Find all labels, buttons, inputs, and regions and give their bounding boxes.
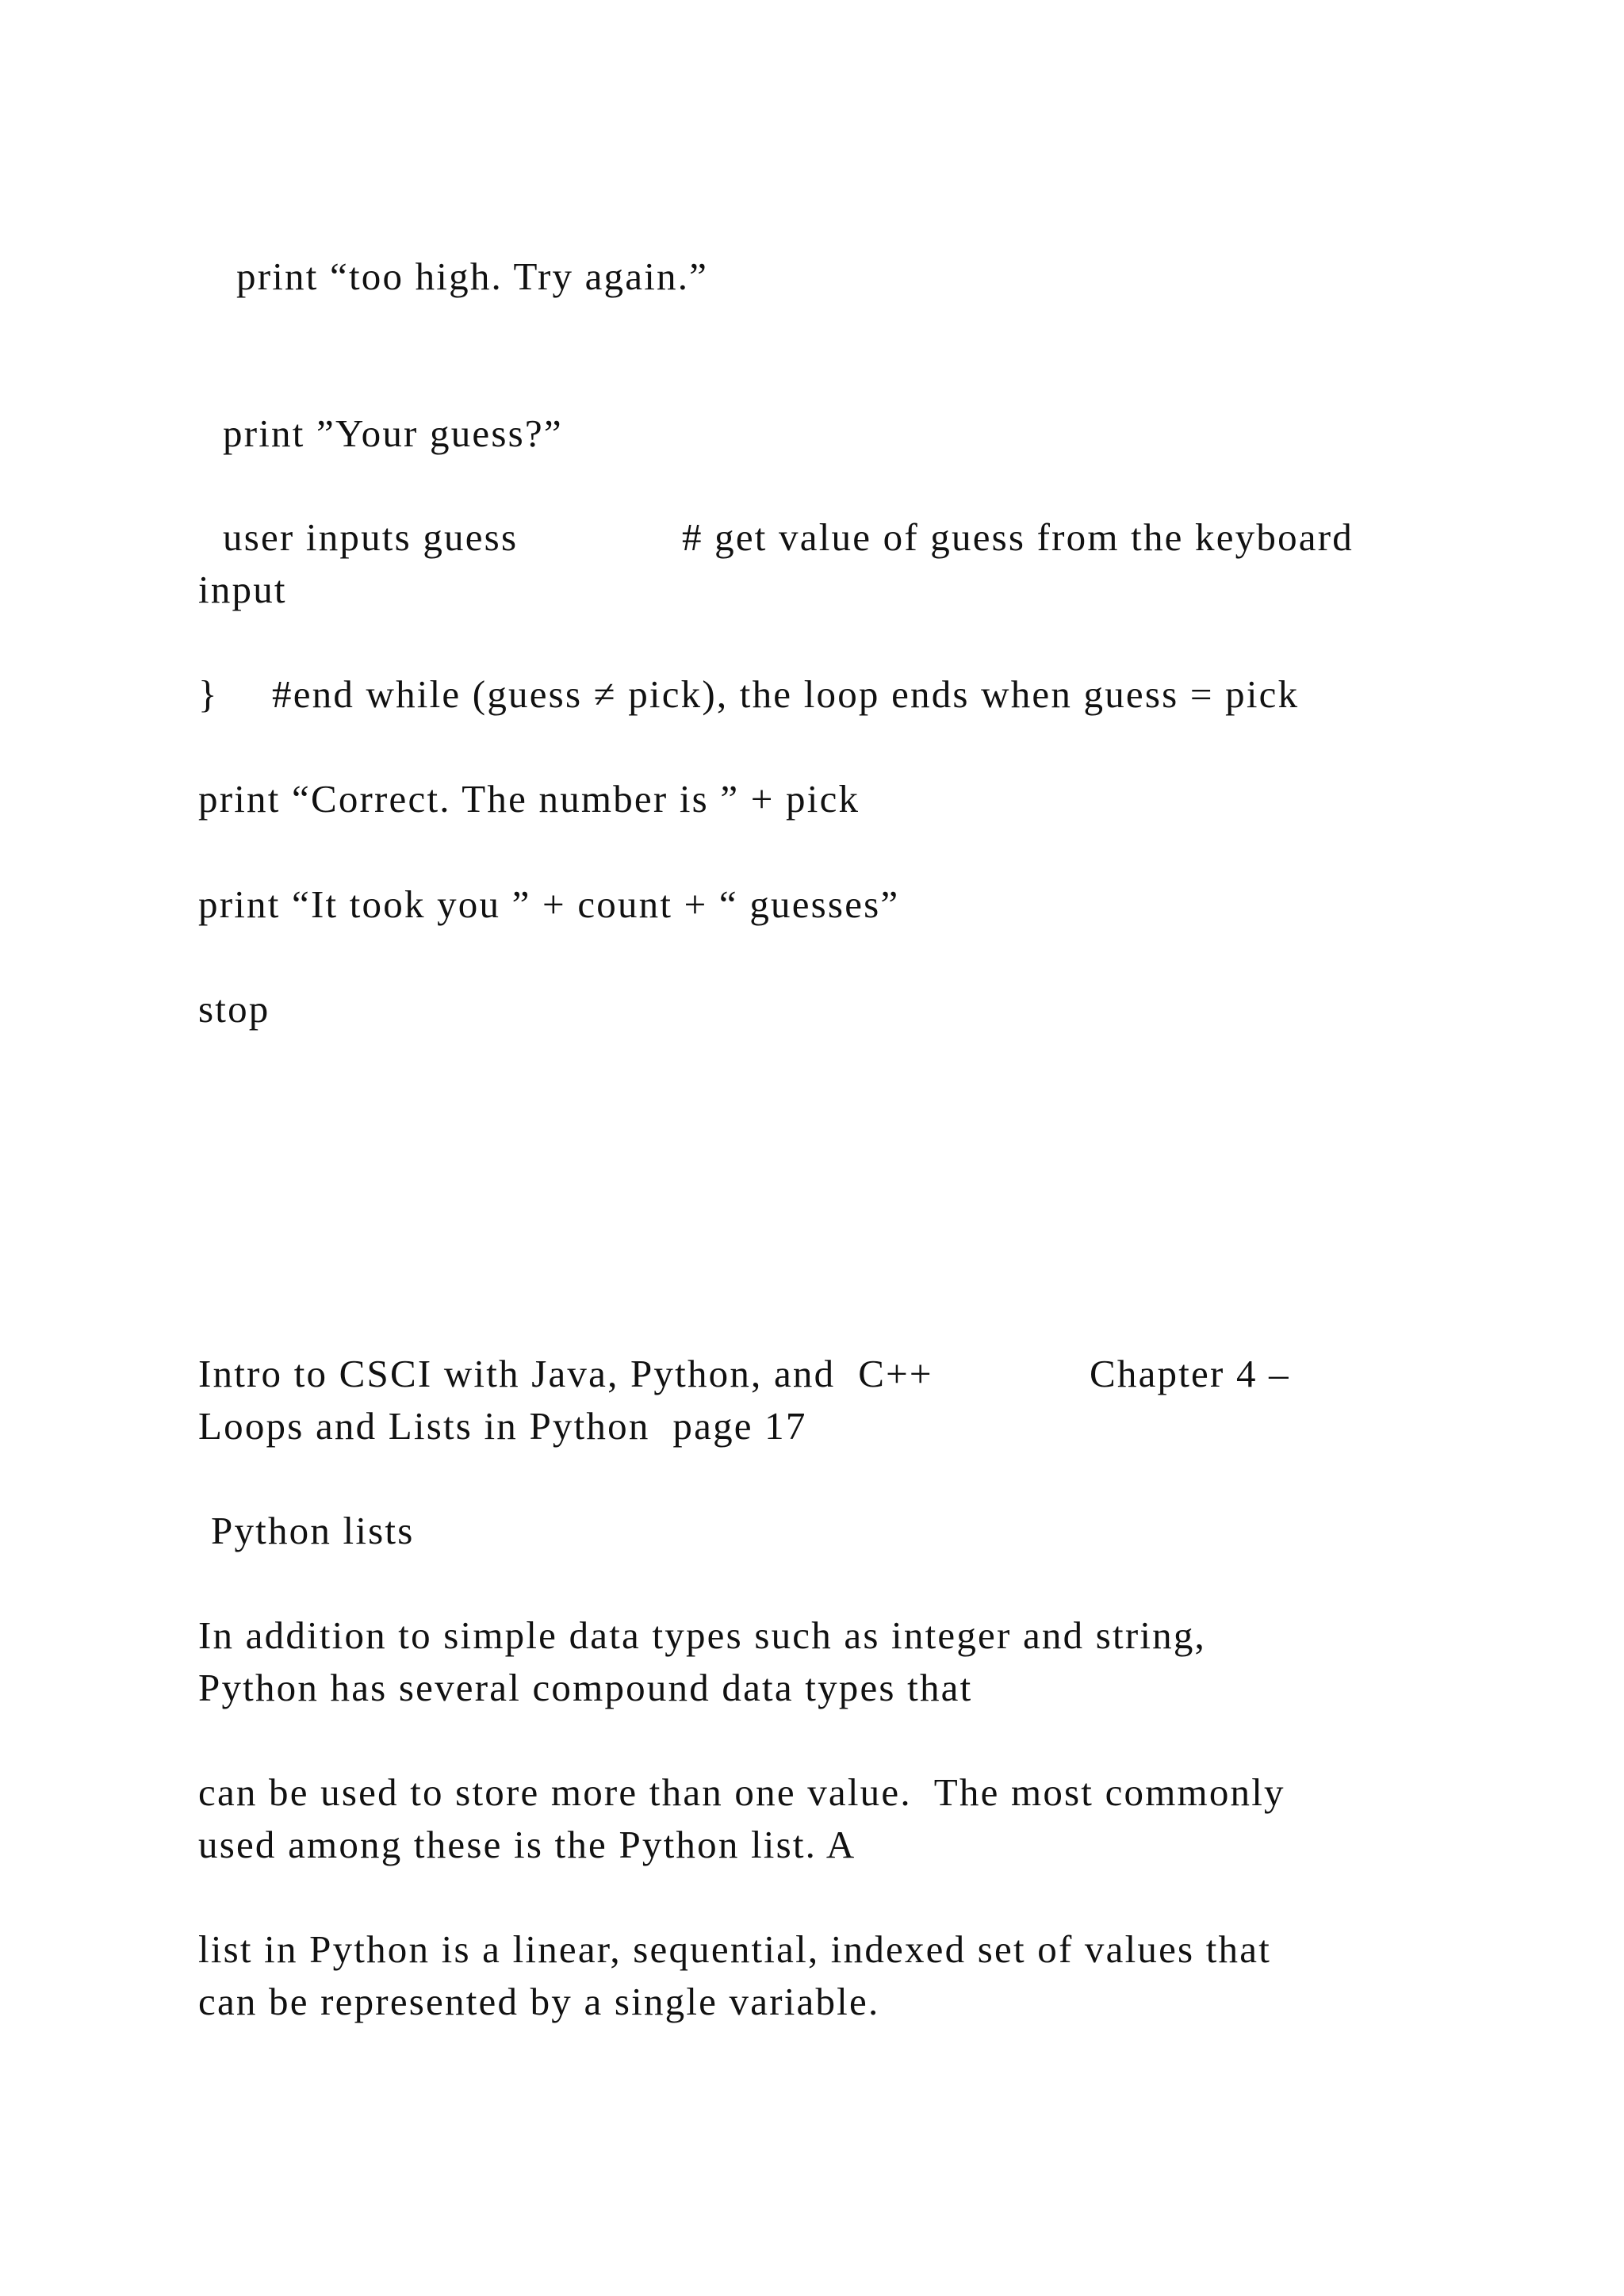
body-line-1: In addition to simple data types such as integer and string, [198, 1613, 1207, 1657]
body-line-2: Python has several compound data types that [198, 1666, 973, 1709]
footer-page: Loops and Lists in Python page 17 [198, 1404, 807, 1448]
body-line-5: list in Python is a linear, sequential, indexed set of values that [198, 1927, 1272, 1971]
footer-left: Intro to CSCI with Java, Python, and C++ [198, 1352, 933, 1395]
code-line-comment: # get value of guess from the keyboard [682, 515, 1354, 559]
code-line-stop: stop [198, 987, 270, 1031]
code-line-end-while: #end while (guess ≠ pick), the loop ends when guess = pick [272, 672, 1300, 716]
code-line-your-guess: print ”Your guess?” [223, 411, 563, 455]
code-line-close-brace: } [198, 672, 219, 716]
body-line-3: can be used to store more than one value. The most commonly [198, 1770, 1285, 1814]
code-line-user-inputs: user inputs guess [223, 515, 519, 559]
body-line-4: used among these is the Python list. A [198, 1823, 856, 1866]
code-line-too-high: print “too high. Try again.” [236, 254, 709, 298]
code-line-print-correct: print “Correct. The number is ” + pick [198, 777, 860, 821]
footer-right: Chapter 4 – [1090, 1352, 1290, 1395]
section-heading: Python lists [211, 1509, 415, 1552]
body-line-6: can be represented by a single variable. [198, 1980, 880, 2023]
code-line-print-took: print “It took you ” + count + “ guesses” [198, 882, 900, 926]
code-line-input: input [198, 568, 287, 611]
